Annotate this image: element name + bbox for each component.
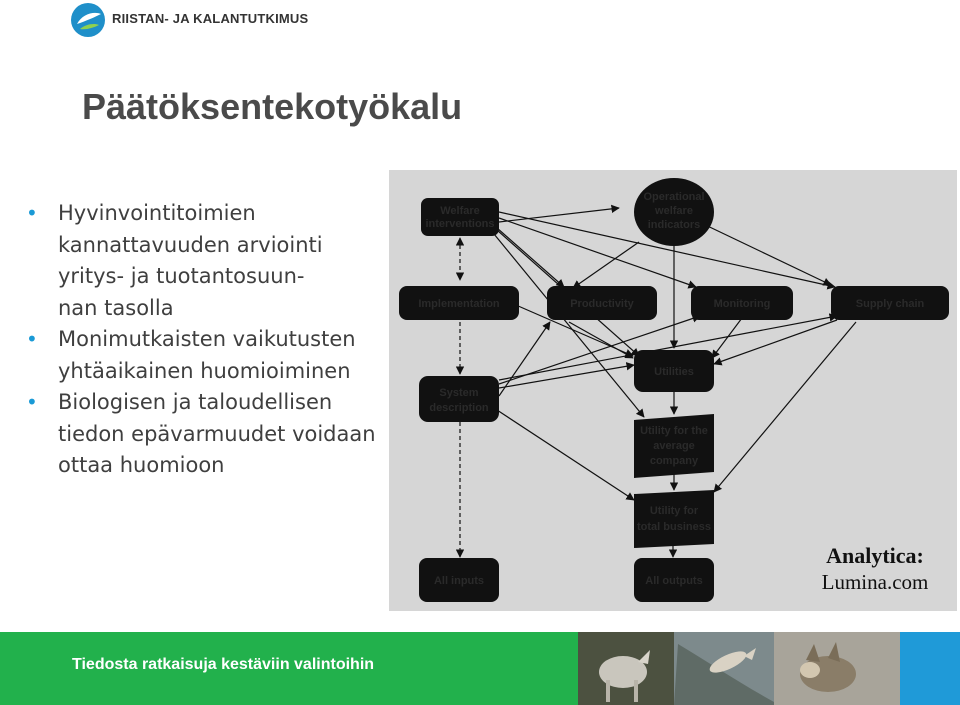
org-name: RIISTAN- JA KALANTUTKIMUS [112, 11, 309, 26]
bullet-line: yritys- ja tuotantosuun- [58, 264, 305, 288]
bullet-item [24, 198, 394, 324]
node-label: interventions [425, 218, 495, 230]
node-label: indicators [647, 219, 701, 231]
bullet-line: • Hyvinvointitoimien [58, 201, 256, 225]
page-title: Päätöksentekotyökalu [82, 86, 463, 127]
bullet-item [24, 387, 394, 482]
bullet-line: nan tasolla [58, 295, 174, 320]
bullet-line: tiedon epävarmuudet voidaan [58, 421, 376, 446]
bullet-line: • Monimutkaisten vaikutusten [58, 327, 356, 351]
node-system-description [419, 376, 499, 422]
nature-photo-strip [578, 632, 960, 705]
node-label: company [649, 455, 699, 467]
bullet-line: ottaa huomioon [58, 453, 225, 477]
bullet-list [24, 198, 394, 482]
node-label: Productivity [570, 298, 634, 310]
node-label: average [653, 440, 695, 452]
node-label: Implementation [418, 298, 500, 310]
blue-accent-block [900, 632, 960, 705]
credit-line-2: Lumina.com [821, 570, 929, 594]
software-credit [800, 543, 950, 595]
bullet-line: yhtäaikainen huomioiminen [58, 358, 351, 383]
node-label: Utilities [654, 366, 694, 378]
node-label: description [429, 402, 489, 414]
node-label: Supply chain [855, 298, 925, 310]
node-label: Utility for the [640, 425, 708, 437]
bullet-item [24, 324, 394, 387]
node-label: Monitoring [713, 298, 771, 310]
node-label: welfare [655, 205, 693, 217]
node-label: total business [637, 521, 711, 533]
org-logo [70, 2, 310, 38]
node-label: Operational [643, 191, 705, 203]
node-label: Utility for [649, 505, 699, 517]
node-label: System [439, 387, 479, 399]
node-label: All inputs [433, 575, 485, 587]
node-label: All outputs [645, 575, 703, 587]
node-welfare-interventions [421, 198, 499, 236]
node-label: Welfare [440, 205, 480, 217]
fish-leaf-logo-icon [70, 2, 106, 38]
bullet-line: • Biologisen ja taloudellisen [58, 390, 333, 414]
credit-line-1: Analytica: [826, 543, 924, 568]
footer-tagline: Tiedosta ratkaisuja kestäviin valintoihin [72, 656, 375, 673]
bullet-line: kannattavuuden arviointi [58, 232, 323, 257]
node-utility-total-business [634, 490, 714, 548]
